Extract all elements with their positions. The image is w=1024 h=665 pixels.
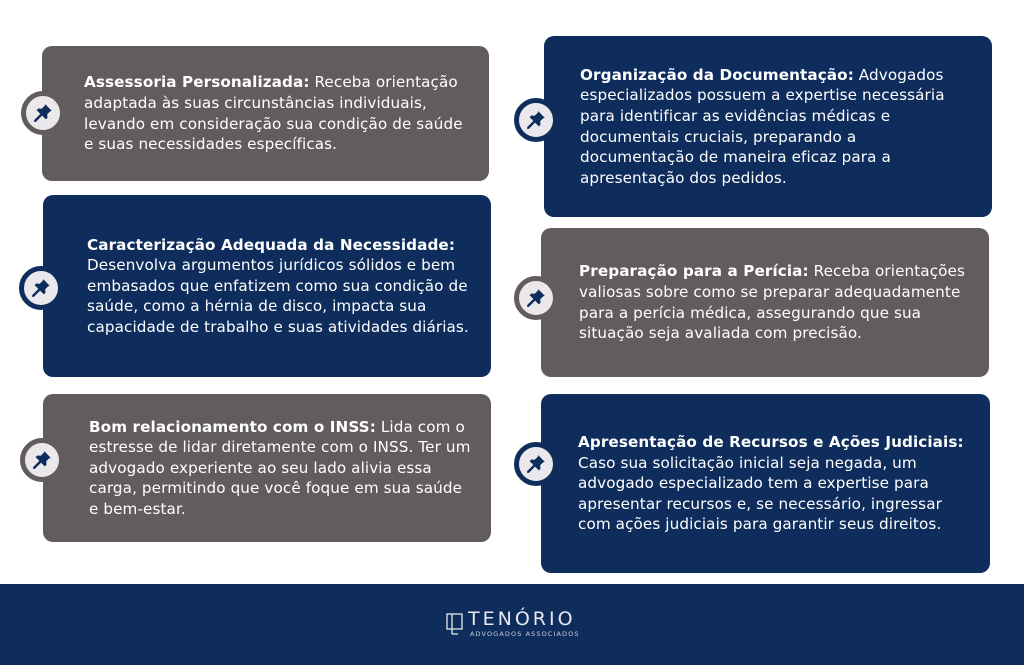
- card-body: Lida com o estresse de lidar diretamente com o INSS. Ter um advogado experiente ao seu lado alivia essa carga, permitindo que você foque em sua saúde e bem-estar.: [89, 417, 471, 518]
- card-text: [580, 65, 970, 189]
- card-organizacao-documentacao: [544, 36, 992, 217]
- card-title: Preparação para a Perícia:: [579, 262, 809, 281]
- card-title: Apresentação de Recursos e Ações Judiciais:: [578, 433, 964, 452]
- card-body: Advogados especializados possuem a expertise necessária para identificar as evidências médicas e documentais cruciais, preparando a documentação de maneira eficaz para a apresentação dos pedidos.: [580, 65, 945, 187]
- card-title: Bom relacionamento com o INSS:: [89, 417, 376, 436]
- card-caracterizacao-necessidade: [43, 195, 491, 377]
- card-text: [578, 432, 972, 535]
- pushpin-icon: [514, 276, 558, 320]
- card-text: [84, 72, 463, 154]
- card-text: [87, 235, 469, 338]
- card-body: Receba orientações valiosas sobre como se preparar adequadamente para a perícia médica, assegurando que sua situação seja avaliada com precisão.: [579, 262, 965, 343]
- card-title: Organização da Documentação:: [580, 65, 854, 84]
- card-body: Receba orientação adaptada às suas circunstâncias individuais, levando em consideração sua condição de saúde e suas necessidades específicas.: [84, 73, 463, 154]
- card-recursos-acoes-judiciais: [541, 394, 990, 573]
- card-body: Desenvolva argumentos jurídicos sólidos e bem embasados que enfatizem como sua condição de saúde, como a hérnia de disco, impacta sua capacidade de trabalho e suas atividades diárias.: [87, 256, 469, 336]
- card-text: [89, 417, 473, 520]
- card-title: Caracterização Adequada da Necessidade:: [87, 235, 455, 254]
- footer-bar: [0, 584, 1024, 665]
- pushpin-icon: [19, 266, 63, 310]
- card-title: Assessoria Personalizada:: [84, 73, 310, 92]
- card-assessoria-personalizada: [42, 46, 489, 181]
- pushpin-icon: [21, 91, 65, 135]
- brand-name: TENÓRIO: [468, 608, 576, 630]
- tenorio-logo-mark: [446, 613, 466, 635]
- card-relacionamento-inss: [43, 394, 491, 542]
- brand-tagline: ADVOGADOS ASSOCIADOS: [470, 630, 580, 638]
- pushpin-icon: [20, 438, 64, 482]
- pushpin-icon: [514, 98, 558, 142]
- card-body: Caso sua solicitação inicial seja negada, um advogado especializado tem a expertise para apresentar recursos e, se necessário, ingressar com ações judiciais para garantir seus direitos.: [578, 453, 942, 534]
- pushpin-icon: [514, 442, 558, 486]
- card-text: [579, 261, 969, 343]
- card-preparacao-pericia: [541, 228, 989, 377]
